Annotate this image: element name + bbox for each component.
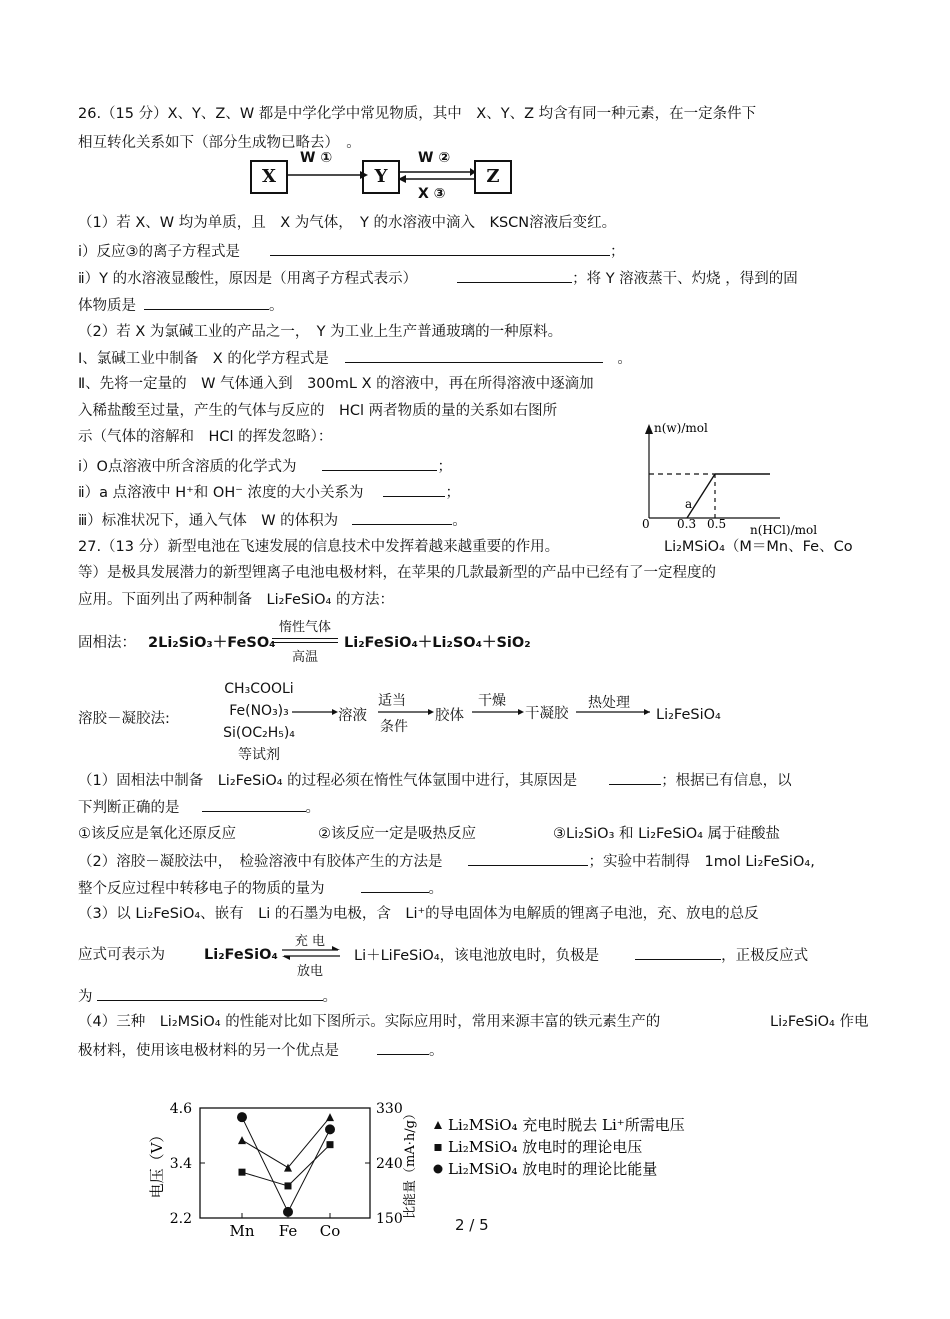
q26-part2: （2）若 X 为氯碱工业的产品之一， Y 为工业上生产普通玻璃的一种原料。 (78, 324, 563, 340)
page-number: 2 / 5 (455, 1216, 489, 1234)
step-solution: 溶液 (338, 708, 367, 724)
graph-ylabel: n(w)/mol (654, 421, 708, 435)
q27-3-left: Li₂FeSiO₄ (204, 947, 278, 963)
q26-part2-II1: Ⅱ、先将一定量的 W 气体通入到 300mL X 的溶液中，再在所得溶液中逐滴加 (78, 376, 594, 392)
x-tick-label: Co (319, 1222, 341, 1240)
gas-hcl-graph (630, 420, 850, 540)
q26-II-ii: ⅱ）a 点溶液中 H⁺和 OH⁻ 浓度的大小关系为 ； (78, 482, 460, 503)
q27-1-cont: 下判断正确的是 。 (78, 797, 320, 818)
answer-blank-27-1b[interactable] (202, 797, 306, 812)
q27-1-text2: ；根据已有信息，以 (661, 773, 792, 789)
step-colloid: 胶体 (435, 708, 464, 724)
reagent-etc: 等试剂 (238, 747, 280, 763)
legend-marker-triangle (434, 1121, 442, 1129)
q27-3-text4: 为 (78, 989, 93, 1005)
q26-intro-line1: 26.（15 分）X、Y、Z、W 都是中学化学中常见物质，其中 X、Y、Z 均含有同一种元素，在一定条件下 (78, 106, 757, 122)
scheme-label-w1: W ① (300, 150, 333, 166)
q27-line3: 应用。下面列出了两种制备 Li₂FeSiO₄ 的方法： (78, 592, 394, 608)
solgel-label: 溶胶－凝胶法: (78, 711, 170, 727)
graph-tick-0.5: 0.5 (707, 517, 727, 531)
q27-l1a: 27.（13 分）新型电池在飞速发展的信息技术中发挥着越来越重要的作用。 (78, 539, 560, 555)
cond-bottom: 条件 (380, 719, 408, 735)
q26-part1-ii (78, 268, 798, 289)
cond-heat: 热处理 (588, 695, 630, 711)
q27-2-text3: 整个反应过程中转移电子的物质的量为 (78, 881, 325, 897)
legend-label: Li₂MSiO₄ 充电时脱去 Li⁺所需电压 (448, 1116, 685, 1134)
y-tick-label: 2.2 (169, 1211, 192, 1227)
q27-option2: ②该反应一定是吸热反应 (318, 826, 476, 842)
y2-axis-title: 比能量（mA·h/g） (403, 1107, 418, 1219)
q27-3-discharge: 放电 (296, 964, 323, 979)
performance-chart (140, 1080, 740, 1250)
plot-frame (200, 1108, 370, 1218)
q27-line2: 等）是极具发展潜力的新型锂离子电池电极材料，在苹果的几款最新型的产品中已经有了一定程度的 (78, 565, 716, 581)
q26-ii-text2: ；将 Y 溶液蒸干、灼烧 ，得到的固 (572, 271, 798, 287)
legend-marker-square (435, 1144, 442, 1151)
cond-top: 适当 (378, 693, 406, 709)
point-square (327, 1141, 334, 1148)
graph-point-a: a (685, 497, 693, 511)
q27-3-right-text: Li＋LiFeSiO₄，该电池放电时，负极是 (354, 948, 600, 964)
solid-products: Li₂FeSiO₄＋Li₂SO₄＋SiO₂ (344, 635, 531, 651)
point-circle (237, 1112, 247, 1122)
reversible-arrow (280, 946, 342, 960)
solid-cond-bottom: 高温 (291, 650, 318, 665)
q26-II-i-text: ⅰ）O点溶液中所含溶质的化学式为 (78, 459, 297, 475)
q26-part1-ii-c: 体物质是 。 (78, 295, 284, 316)
q26-part2-I: Ⅰ、氯碱工业中制备 X 的化学方程式是 。 (78, 348, 632, 369)
scheme-label-w2: W ② (418, 150, 451, 166)
q27-3-right (354, 945, 808, 966)
x-tick-label: Mn (229, 1222, 255, 1240)
q26-part1-i: ⅰ）反应③的离子方程式是 ； (78, 241, 625, 262)
x-tick-label: Fe (278, 1222, 298, 1240)
solid-cond-top: 惰性气体 (278, 620, 331, 635)
solid-reactants: 2Li₂SiO₃＋FeSO₄ (148, 635, 276, 651)
answer-blank-27-1a[interactable] (609, 770, 661, 785)
graph-xlabel: n(HCl)/mol (750, 523, 818, 537)
reagent-fe-no3-3: Fe(NO₃)₃ (229, 703, 289, 719)
step-xerogel: 干凝胶 (525, 706, 569, 722)
scheme-label-x3: X ③ (418, 186, 446, 202)
y-axis-title: 电压（V） (148, 1127, 166, 1199)
answer-blank-II-iii[interactable] (352, 510, 452, 525)
q27-4b: Li₂FeSiO₄ 作电 (770, 1014, 869, 1030)
q27-2-text2: ；实验中若制得 1mol Li₂FeSiO₄, (588, 854, 815, 870)
q27-3: （3）以 Li₂FeSiO₄、嵌有 Li 的石墨为电极，含 Li⁺的导电固体为电解质的锂离子电池，充、放电的总反 (78, 906, 759, 922)
answer-blank-27-3b[interactable] (97, 986, 323, 1001)
point-triangle (238, 1136, 246, 1144)
y-tick-label: 4.6 (169, 1101, 192, 1117)
solgel-product: Li₂FeSiO₄ (656, 707, 721, 723)
series-line (242, 1145, 330, 1186)
q27-4-cont: 极材料，使用该电极材料的另一个优点是 。 (78, 1040, 444, 1061)
q26-part2-II3: 示（气体的溶解和 HCl 的挥发忽略）： (78, 429, 333, 445)
box-z: Z (474, 160, 512, 194)
y-tick-label: 3.4 (169, 1156, 192, 1172)
point-circle (283, 1207, 293, 1217)
series-line (242, 1117, 330, 1167)
answer-blank-27-2b[interactable] (361, 878, 429, 893)
q27-3-cont: 为 。 (78, 986, 337, 1007)
cond-dry: 干燥 (478, 693, 506, 709)
series-line (242, 1117, 330, 1212)
q27-option3: ③Li₂SiO₃ 和 Li₂FeSiO₄ 属于硅酸盐 (553, 826, 781, 842)
q26-part2-II2: 入稀盐酸至过量，产生的气体与反应的 HCl 两者物质的量的关系如右图所 (78, 403, 558, 419)
legend-marker-circle (434, 1165, 443, 1174)
solid-method-label: 固相法： (78, 635, 136, 651)
answer-blank-ii-b[interactable] (144, 295, 269, 310)
y2-tick-label: 330 (376, 1101, 403, 1117)
q27-1-text: （1）固相法中制备 Li₂FeSiO₄ 的过程必须在惰性气体氩围中进行，其原因是 (78, 773, 578, 789)
q26-ii-text: ⅱ）Y 的水溶液显酸性，原因是（用离子方程式表示） (78, 271, 418, 287)
q26-part1: （1）若 X、W 均为单质，且 X 为气体， Y 的水溶液中滴入 KSCN溶液后变红。 (78, 215, 617, 231)
y2-tick-label: 240 (376, 1156, 403, 1172)
q27-line1 (78, 537, 559, 557)
answer-blank-II-i[interactable] (322, 456, 437, 471)
q27-2-text: （2）溶胶－凝胶法中， 检验溶液中有胶体产生的方法是 (78, 854, 443, 870)
q26-II-iii: ⅲ）标准状况下，通入气体 W 的体积为 。 (78, 510, 467, 531)
q27-4-text: 极材料，使用该电极材料的另一个优点是 (78, 1043, 339, 1059)
answer-blank-27-2a[interactable] (468, 851, 588, 866)
point-triangle (326, 1113, 334, 1121)
q27-3-charge: 充 电 (294, 934, 326, 949)
q26-II-i: ⅰ）O点溶液中所含溶质的化学式为 ； (78, 456, 452, 477)
box-x: X (250, 160, 288, 194)
q26-II-iii-text: ⅲ）标准状况下，通入气体 W 的体积为 (78, 513, 339, 529)
graph-origin: 0 (642, 517, 650, 531)
answer-blank-II-ii[interactable] (383, 482, 445, 497)
q27-2 (78, 851, 815, 872)
q27-4: （4）三种 Li₂MSiO₄ 的性能对比如下图所示。实际应用时，常用来源丰富的铁元素生产的 (78, 1014, 661, 1030)
graph-tick-0.3: 0.3 (677, 517, 697, 531)
q27-line1b: Li₂MSiO₄（M＝Mn、Fe、Co (664, 539, 853, 555)
reagent-si-oc2h5-4: Si(OC₂H₅)₄ (223, 725, 295, 741)
legend-label: Li₂MSiO₄ 放电时的理论电压 (448, 1138, 643, 1156)
q27-3-label: 应式可表示为 (78, 947, 165, 963)
q27-2-cont: 整个反应过程中转移电子的物质的量为 。 (78, 878, 443, 899)
q27-3-text3: ，正极反应式 (721, 948, 809, 964)
legend-label: Li₂MSiO₄ 放电时的理论比能量 (448, 1160, 658, 1178)
q27-1-text3: 下判断正确的是 (78, 800, 180, 816)
y2-tick-label: 150 (376, 1211, 403, 1227)
q26-II-ii-text: ⅱ）a 点溶液中 H⁺和 OH⁻ 浓度的大小关系为 (78, 485, 364, 501)
q27-option1: ①该反应是氧化还原反应 (78, 826, 236, 842)
reagent-ch3cooli: CH₃COOLi (224, 681, 294, 697)
answer-blank-27-4[interactable] (377, 1040, 429, 1055)
q26-I-text: Ⅰ、氯碱工业中制备 X 的化学方程式是 (78, 351, 329, 367)
point-square (239, 1169, 246, 1176)
q27-1 (78, 770, 792, 791)
answer-blank-i[interactable] (270, 241, 610, 256)
answer-blank-I[interactable] (345, 348, 603, 363)
box-y: Y (362, 160, 400, 194)
q26-i-text: ⅰ）反应③的离子方程式是 (78, 244, 241, 260)
solid-equals (272, 638, 338, 643)
q26-intro-line2: 相互转化关系如下（部分生成物已略去） 。 (78, 135, 361, 151)
point-square (285, 1182, 292, 1189)
point-circle (325, 1124, 335, 1134)
answer-blank-ii-a[interactable] (457, 268, 572, 283)
q26-ii-text3: 体物质是 (78, 298, 136, 314)
answer-blank-27-3a[interactable] (635, 945, 721, 960)
